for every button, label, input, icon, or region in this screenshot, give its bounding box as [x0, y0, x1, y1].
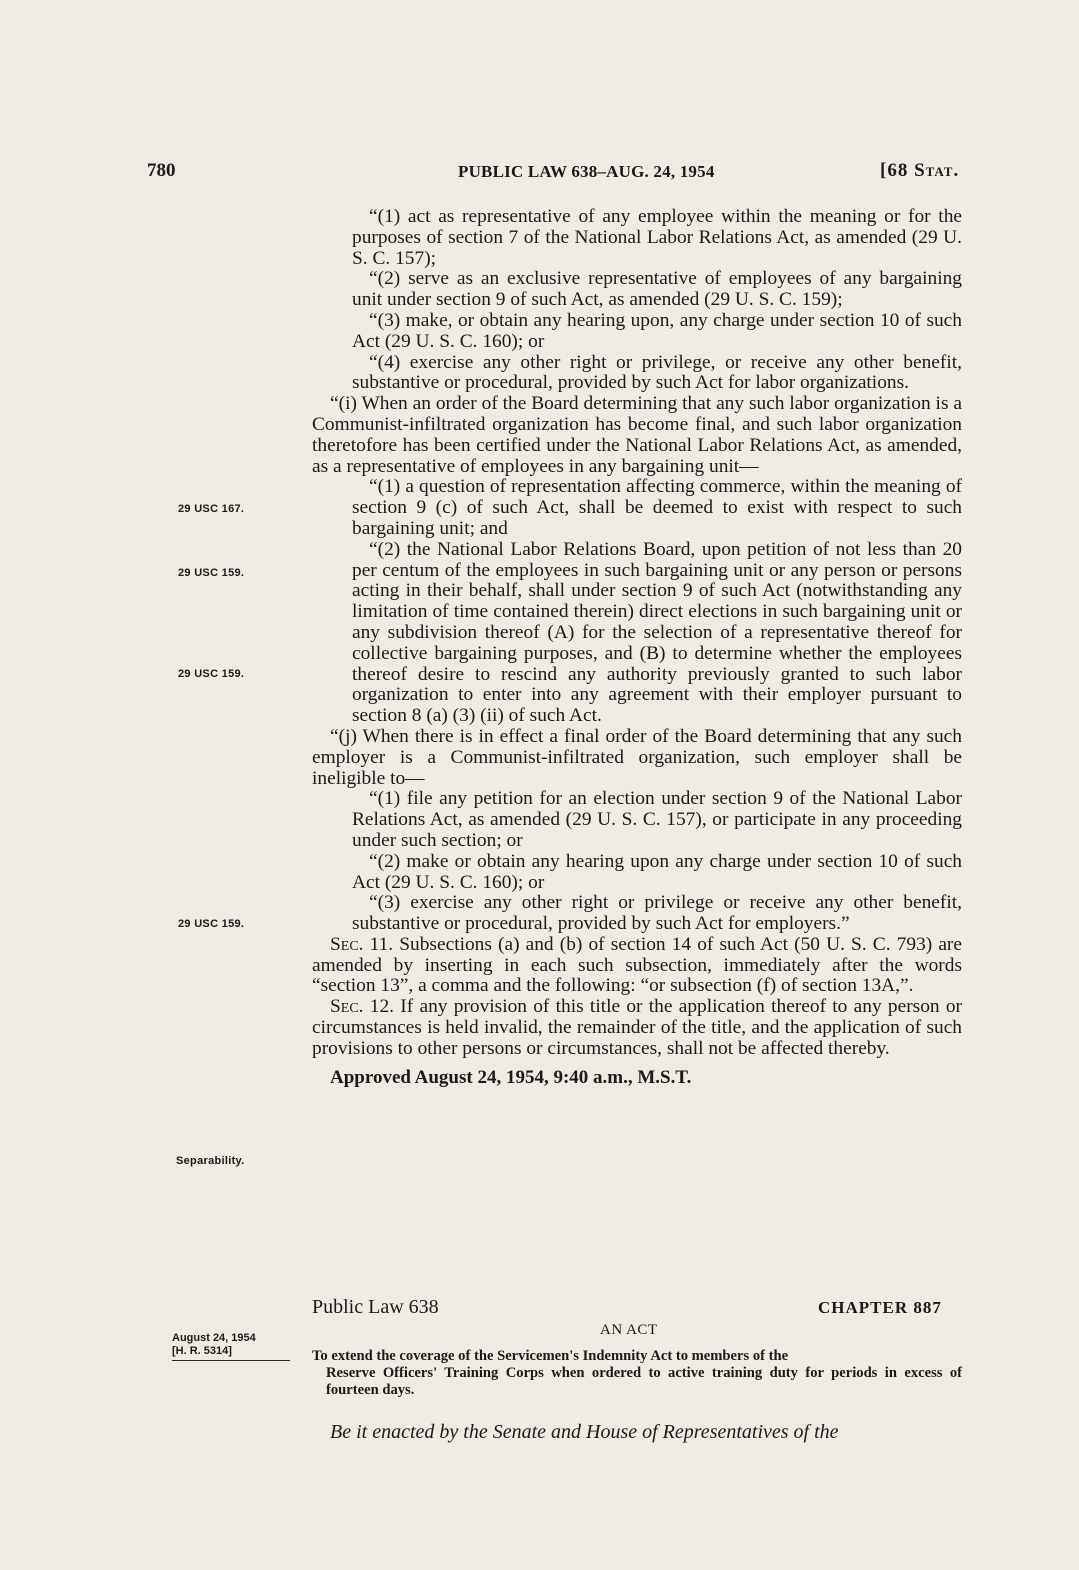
running-head: PUBLIC LAW 638–AUG. 24, 1954 [458, 162, 715, 181]
clause-paragraph: “(2) serve as an exclusive representative of employees of any bargaining unit under section 9 of such Act, as amended (29 U. S. C. 159); [352, 268, 962, 311]
clause-paragraph: “(4) exercise any other right or privilege, or receive any other benefit, substantive or procedural, provided by such Act for labor organizations. [352, 351, 962, 394]
subsection-paragraph: “(i) When an order of the Board determining that any such labor organization is a Communist-infiltrated organization has become final, and such labor organization theretofore has been certified under the National Labor Relations Act, as amended, as a representative of employees in any bargaining unit— [312, 393, 962, 477]
body-text [312, 207, 962, 1088]
clause-paragraph: “(2) the National Labor Relations Board, upon petition of not less than 20 per centum of the employees in such bargaining unit or any person or persons acting in their behalf, shall under section 9 of such Act (notwithstanding any limitation of time contained therein) direct elections in such bargaining unit or any subdivision thereof (A) for the selection of a representative thereof for collective bargaining purposes, and (B) to determine whether the employees thereof desire to rescind any authority previously granted to such labor organization to enter into any agreement with their employer pursuant to section 8 (a) (3) (ii) of such Act. [352, 538, 962, 727]
bill-number: [H. R. 5314] [172, 1345, 290, 1361]
clause-paragraph: “(1) a question of representation affecting commerce, within the meaning of section 9 (c) of such Act, shall be deemed to exist with respect to such bargaining unit; and [352, 476, 962, 539]
clause-paragraph: “(2) make or obtain any hearing upon any charge under section 10 of such Act (29 U. S. C. 160); or [352, 850, 962, 893]
section-text: Subsections (a) and (b) of section 14 of such Act (50 U. S. C. 793) are amended by inserting in each such subsection, immediately after the words “section 13”, a comma and the following: “or subsection (f) of section 13A,”. [312, 933, 962, 997]
clause-paragraph: “(3) make, or obtain any hearing upon, any charge under section 10 of such Act (29 U. S. C. 160); or [352, 309, 962, 352]
subsection-paragraph: “(j) When there is in effect a final order of the Board determining that any such employer is a Communist-infiltrated organization, such employer shall be ineligible to— [312, 725, 962, 789]
section-label: Sec. 12. [330, 996, 395, 1018]
clause-paragraph: “(1) act as representative of any employee within the meaning or for the purposes of section 7 of the National Labor Relations Act, as amended (29 U. S. C. 157); [352, 206, 962, 269]
act-title [312, 1348, 962, 1399]
enacting-clause: Be it enacted by the Senate and House of Representatives of the [330, 1421, 839, 1443]
margin-citation: 29 USC 159. [178, 918, 245, 930]
enactment-date: August 24, 1954 [172, 1332, 256, 1344]
margin-note-separability: Separability. [176, 1155, 245, 1167]
margin-citation: 29 USC 167. [178, 503, 245, 515]
enactment-date-note [172, 1332, 290, 1361]
page-number: 780 [147, 160, 176, 181]
act-title-line: To extend the coverage of the Servicemen's Indemnity Act to members of the [312, 1348, 789, 1364]
margin-citation: 29 USC 159. [178, 567, 245, 579]
statute-reference: [68 Stat. [880, 160, 960, 181]
approval-line: Approved August 24, 1954, 9:40 a.m., M.S.T. [330, 1066, 692, 1088]
section-label: Sec. 11. [330, 933, 394, 955]
an-act-heading: AN ACT [600, 1322, 658, 1338]
section-text: If any provision of this title or the application thereof to any person or circumstances is held invalid, the remainder of the title, and the application of such provisions to other persons or circumstances, shall not be affected thereby. [312, 996, 963, 1059]
page-header [0, 160, 1079, 188]
chapter-number: CHAPTER 887 [818, 1298, 942, 1317]
act-title-continuation: Reserve Officers' Training Corps when ordered to active training duty for periods in excess of fourteen days. [326, 1365, 962, 1398]
clause-paragraph: “(3) exercise any other right or privilege or receive any other benefit, substantive or procedural, provided by such Act for employers.” [352, 892, 962, 935]
public-law-number: Public Law 638 [312, 1296, 439, 1318]
clause-paragraph: “(1) file any petition for an election under section 9 of the National Labor Relations Act, as amended (29 U. S. C. 157), or participate in any proceeding under such section; or [352, 788, 962, 851]
section-11 [312, 935, 962, 997]
section-12 [312, 997, 962, 1059]
margin-citation: 29 USC 159. [178, 668, 245, 680]
